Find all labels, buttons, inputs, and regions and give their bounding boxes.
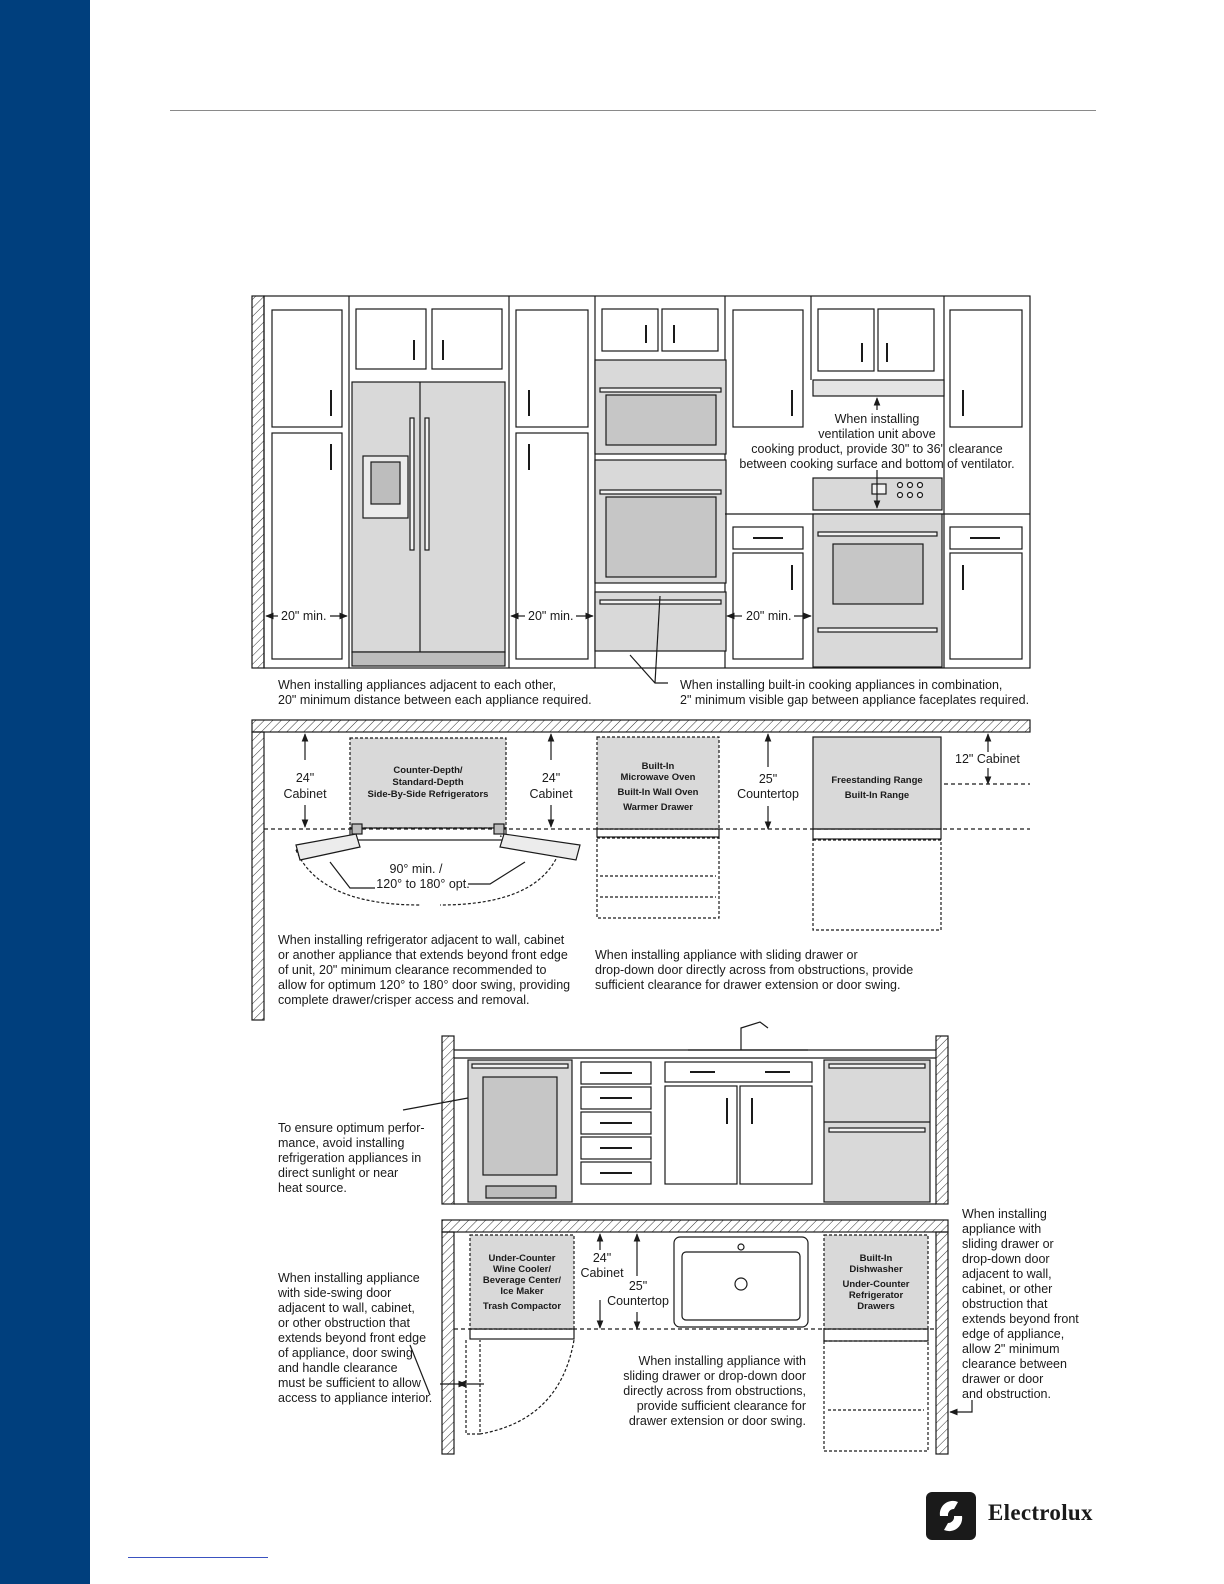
wall-oven-label: Built-In (641, 761, 675, 772)
svg-text:25": 25" (758, 772, 778, 786)
dishwasher-label: Built-In (859, 1253, 893, 1264)
svg-text:access to appliance interior.: access to appliance interior. (278, 1391, 433, 1405)
ventilation-hood (813, 380, 944, 396)
svg-text:allow 2" minimum: allow 2" minimum (962, 1342, 1060, 1356)
combination-note: When installing built-in cooking appliances in combination, (680, 678, 1003, 692)
svg-text:Drawers: Drawers (857, 1301, 895, 1312)
svg-text:obstruction that: obstruction that (962, 1297, 1048, 1311)
svg-text:directly across from obstructi: directly across from obstructions, (623, 1384, 806, 1398)
svg-text:sliding drawer or: sliding drawer or (962, 1237, 1054, 1251)
wine-box-label: Under-Counter (488, 1253, 556, 1264)
svg-text:12" Cabinet: 12" Cabinet (955, 752, 1020, 766)
svg-text:Ice Maker: Ice Maker (500, 1286, 544, 1297)
svg-text:120° to 180° opt.: 120° to 180° opt. (376, 877, 470, 891)
svg-text:Built-In Range: Built-In Range (844, 790, 910, 801)
svg-text:Freestanding Range (831, 775, 922, 786)
svg-text:mance, avoid installing: mance, avoid installing (278, 1136, 405, 1150)
svg-text:cabinet, or other: cabinet, or other (962, 1282, 1053, 1296)
svg-text:Countertop: Countertop (607, 1294, 669, 1308)
oven-stack (595, 360, 726, 651)
svg-text:appliance with: appliance with (962, 1222, 1042, 1236)
svg-text:heat source.: heat source. (278, 1181, 347, 1195)
svg-text:Trash Compactor: Trash Compactor (482, 1301, 562, 1312)
svg-text:20" minimum distance between e: 20" minimum distance between each appliance required. (278, 693, 592, 707)
svg-text:25": 25" (628, 1279, 648, 1293)
svg-text:provide sufficient clearance f: provide sufficient clearance for (636, 1399, 806, 1413)
footer-link-underline (128, 1557, 268, 1558)
svg-text:extends beyond front edge: extends beyond front edge (278, 1331, 427, 1345)
bottom-text (277, 1121, 1079, 1428)
svg-text:Microwave Oven: Microwave Oven (620, 772, 696, 783)
right-note: When installing (962, 1207, 1047, 1221)
svg-text:adjacent to wall,: adjacent to wall, (962, 1267, 1052, 1281)
svg-text:Counter-Depth/ (393, 765, 462, 776)
svg-text:complete drawer/crisper access: complete drawer/crisper access and removal. (278, 993, 530, 1007)
gap-label: 20" min. (746, 609, 792, 623)
svg-text:drop-down door: drop-down door (962, 1252, 1050, 1266)
svg-text:Warmer Drawer: Warmer Drawer (623, 802, 693, 813)
svg-text:or another appliance that exte: or another appliance that extends beyond front edge (278, 948, 568, 962)
svg-text:Dishwasher: Dishwasher (849, 1264, 903, 1275)
svg-text:allow for optimum 120° to 180°: allow for optimum 120° to 180° door swing, providing (278, 978, 571, 992)
svg-text:cooking product, provide 30" t: cooking product, provide 30" to 36" clearance (751, 442, 1003, 456)
svg-text:sliding drawer or drop-down do: sliding drawer or drop-down door (623, 1369, 806, 1383)
svg-text:or other obstruction that: or other obstruction that (278, 1316, 411, 1330)
svg-text:Cabinet: Cabinet (529, 787, 573, 801)
svg-text:direct sunlight or near: direct sunlight or near (278, 1166, 399, 1180)
svg-text:Built-In Wall Oven: Built-In Wall Oven (617, 787, 699, 798)
center-note: When installing appliance with (638, 1354, 806, 1368)
svg-text:with side-swing door: with side-swing door (278, 1286, 392, 1300)
svg-text:Built-In (860, 1253, 893, 1264)
svg-text:adjacent to wall, cabinet,: adjacent to wall, cabinet, (278, 1301, 415, 1315)
svg-text:drawer or door: drawer or door (962, 1372, 1044, 1386)
svg-text:90° min. /: 90° min. / (389, 862, 443, 876)
wall-left (252, 296, 264, 668)
gap-label: 20" min. (528, 609, 574, 623)
adjacent-note: When installing appliances adjacent to each other, (278, 678, 556, 692)
drawer-note: When installing appliance with sliding drawer or (595, 948, 858, 962)
svg-text:and obstruction.: and obstruction. (962, 1387, 1051, 1401)
middle-text (278, 752, 1020, 1007)
svg-text:24": 24" (541, 771, 561, 785)
svg-text:Cabinet: Cabinet (580, 1266, 624, 1280)
side-by-side-refrigerator (352, 382, 505, 666)
svg-text:When installing appliance with (639, 1354, 807, 1368)
svg-text:Countertop: Countertop (737, 787, 799, 801)
side-swing-note: When installing appliance (278, 1271, 420, 1285)
svg-text:of appliance, door swing: of appliance, door swing (278, 1346, 413, 1360)
svg-text:and handle clearance: and handle clearance (278, 1361, 398, 1375)
gap-label: 20" min. (281, 609, 327, 623)
fridge-note: When installing refrigerator adjacent to wall, cabinet (278, 933, 565, 947)
fridge-box-label: Counter-Depth/ (393, 765, 463, 776)
svg-text:of unit, 20" minimum clearance: of unit, 20" minimum clearance recommended to (278, 963, 547, 977)
svg-text:24": 24" (295, 771, 315, 785)
top-elevation (252, 296, 1030, 683)
brand-name: Electrolux (988, 1500, 1093, 1525)
svg-text:must be sufficient to allow: must be sufficient to allow (278, 1376, 421, 1390)
svg-text:Under-Counter: Under-Counter (842, 1279, 910, 1290)
bottom-elevation (403, 1022, 948, 1204)
svg-text:Under-Counter (488, 1253, 555, 1264)
svg-text:Side-By-Side Refrigerators: Side-By-Side Refrigerators (367, 789, 489, 800)
svg-text:When installing (835, 412, 920, 426)
svg-text:extends beyond front: extends beyond front (962, 1312, 1079, 1326)
svg-text:refrigeration appliances in: refrigeration appliances in (278, 1151, 422, 1165)
svg-text:drawer extension or door swing: drawer extension or door swing. (628, 1414, 806, 1428)
svg-text:ventilation unit above: ventilation unit above (818, 427, 936, 441)
range-label: Freestanding Range (831, 775, 923, 786)
svg-text:drop-down door directly across: drop-down door directly across from obstructions, provide (595, 963, 914, 977)
svg-text:Wine Cooler/: Wine Cooler/ (493, 1264, 551, 1275)
svg-text:Standard-Depth: Standard-Depth (392, 777, 464, 788)
svg-text:24": 24" (592, 1251, 612, 1265)
svg-text:Beverage Center/: Beverage Center/ (482, 1275, 562, 1286)
svg-text:between cooking surface and bo: between cooking surface and bottom of ventilator. (739, 457, 1015, 471)
vent-note-line: When installing (834, 412, 920, 426)
svg-text:clearance between: clearance between (962, 1357, 1067, 1371)
svg-text:sufficient clearance for drawe: sufficient clearance for drawer extension or door swing. (595, 978, 901, 992)
svg-text:Cabinet: Cabinet (283, 787, 327, 801)
svg-text:Built-In (642, 761, 675, 772)
svg-text:2" minimum visible gap between: 2" minimum visible gap between appliance faceplates required. (680, 693, 1030, 707)
sunlight-note: To ensure optimum perfor- (278, 1121, 425, 1135)
svg-text:edge of appliance,: edge of appliance, (962, 1327, 1065, 1341)
svg-text:Refrigerator: Refrigerator (848, 1290, 904, 1301)
